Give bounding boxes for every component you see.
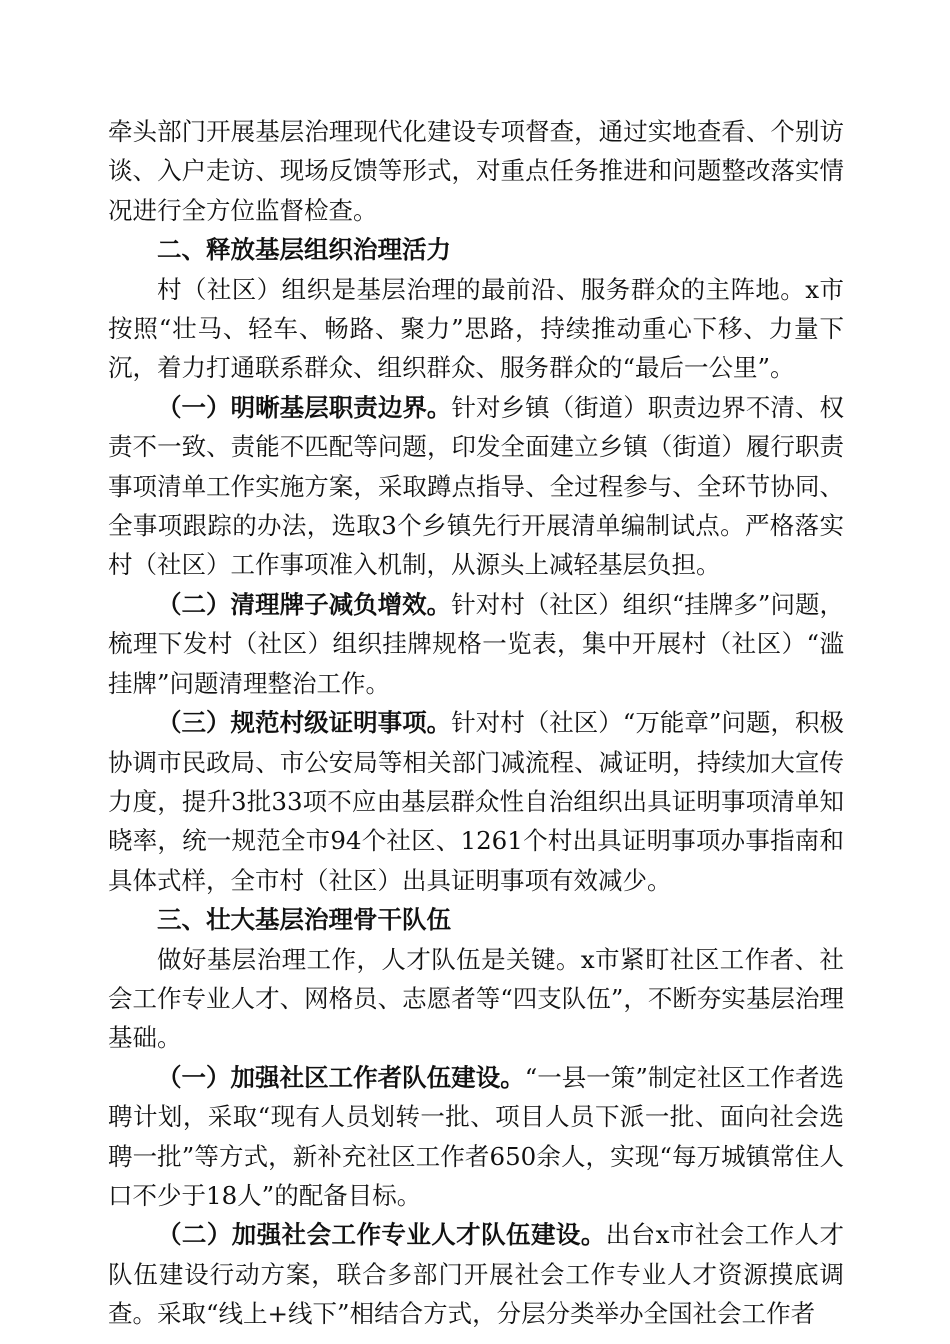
section-heading-3: 三、壮大基层治理骨干队伍	[157, 905, 451, 935]
paragraph-item-2-1	[108, 388, 844, 585]
paragraph-item-2-3	[108, 703, 844, 900]
item-body: “一县一策”制定社区工作者选聘计划，采取“现有人员划转一批、项目人员下派一批、面向社会选聘一批”等方式，新补充社区工作者650余人，实现“每万城镇常住人口不少于18人”的配备目标。	[108, 1062, 844, 1210]
paragraph-item-2-2	[108, 585, 844, 703]
paragraph-intro-3: 做好基层治理工作，人才队伍是关键。x市紧盯社区工作者、社会工作专业人才、网格员、志愿者等“四支队伍”，不断夯实基层治理基础。	[108, 944, 844, 1053]
paragraph-item-3-2	[108, 1215, 844, 1333]
paragraph-intro-2: 村（社区）组织是基层治理的最前沿、服务群众的主阵地。x市按照“壮马、轻车、畅路、聚力”思路，持续推动重心下移、力量下沉，着力打通联系群众、组织群众、服务群众的“最后一公里”。	[108, 274, 844, 383]
item-body: 针对乡镇（街道）职责边界不清、权责不一致、责能不匹配等问题，印发全面建立乡镇（街道）履行职责事项清单工作实施方案，采取蹲点指导、全过程参与、全环节协同、全事项跟踪的办法，选取3个乡镇先行开展清单编制试点。严格落实村（社区）工作事项准入机制，从源头上减轻基层负担。	[108, 392, 845, 580]
paragraph-continued: 牵头部门开展基层治理现代化建设专项督查，通过实地查看、个别访谈、入户走访、现场反馈等形式，对重点任务推进和问题整改落实情况进行全方位监督检查。	[108, 117, 844, 225]
item-body: 针对村（社区）“万能章”问题，积极协调市民政局、市公安局等相关部门减流程、减证明，持续加大宣传力度，提升3批33项不应由基层群众性自治组织出具证明事项清单知晓率，统一规范全市94个社区、1261个村出具证明事项办事指南和具体式样，全市村（社区）出具证明事项有效减少。	[108, 708, 844, 895]
document-page	[108, 112, 844, 1334]
item-body: 针对村（社区）组织“挂牌多”问题，梳理下发村（社区）组织挂牌规格一览表，集中开展村（社区）“滥挂牌”问题清理整治工作。	[108, 589, 844, 698]
item-lead: （一）加强社区工作者队伍建设。	[157, 1062, 525, 1092]
item-body: 出台x市社会工作人才队伍建设行动方案，联合多部门开展社会工作专业人才资源摸底调查。采取“线上+线下”相结合方式，分层分类举办全国社会工作者	[108, 1220, 844, 1329]
section-heading-2: 二、释放基层组织治理活力	[157, 235, 451, 265]
item-lead: （三）规范村级证明事项。	[157, 708, 452, 738]
item-lead: （二）加强社会工作专业人才队伍建设。	[157, 1220, 606, 1250]
item-lead: （二）清理牌子减负增效。	[157, 589, 452, 619]
item-lead: （一）明晰基层职责边界。	[157, 392, 452, 422]
paragraph-item-3-1	[108, 1058, 844, 1216]
